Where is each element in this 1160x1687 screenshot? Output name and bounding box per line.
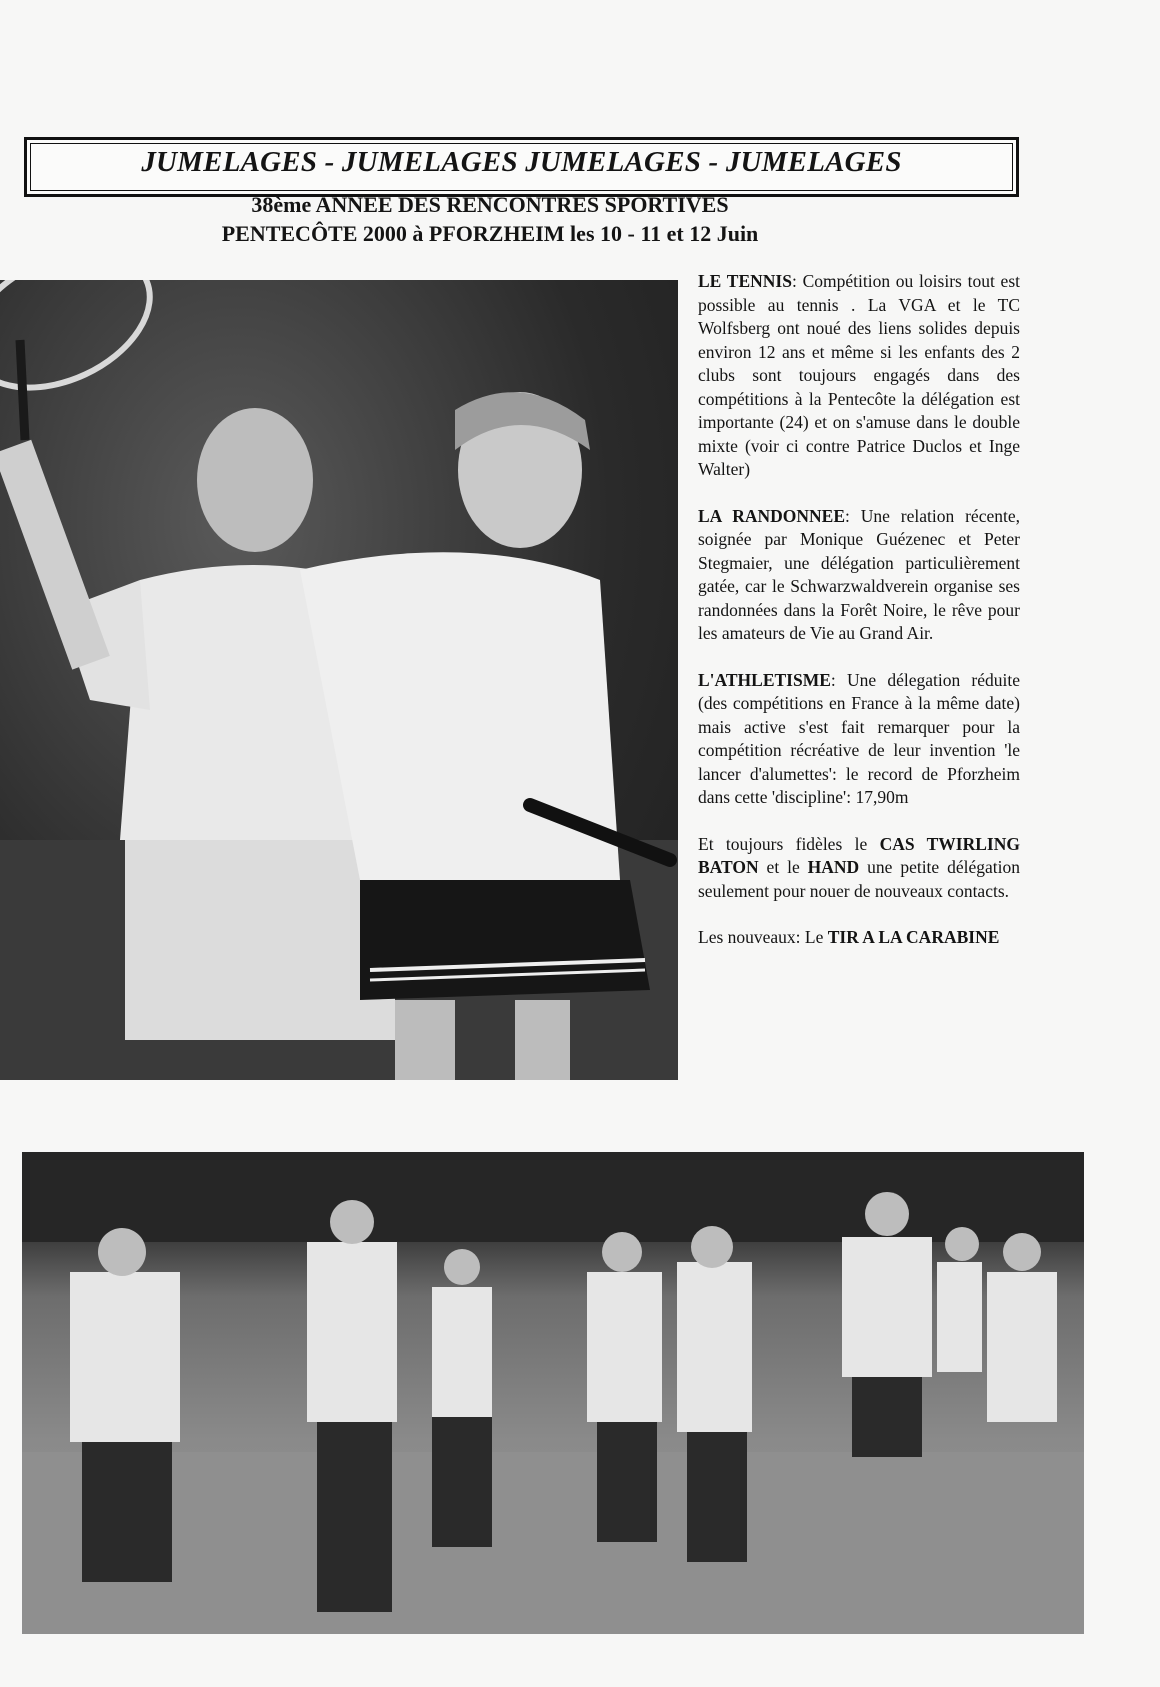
tennis-photo bbox=[0, 280, 678, 1080]
article-column bbox=[698, 270, 1020, 973]
paragraph-fideles bbox=[698, 833, 1020, 904]
subtitle-line-2: PENTECÔTE 2000 à PFORZHEIM les 10 - 11 et 12 Juin bbox=[221, 221, 759, 246]
text-fideles-1: Et toujours fidèles le bbox=[698, 833, 880, 854]
heading-randonnee: LA RANDONNEE bbox=[698, 505, 846, 526]
text-athletisme: : Une délegation réduite (des compétitions en France à la même date) mais active s'est fait remarquer pour la compétition récréative de leur invention 'le lancer d'alumettes': le record de Pforzheim dans cette 'discipline': 17,90m bbox=[698, 669, 1020, 807]
tennis-photo-illustration bbox=[0, 280, 678, 1080]
bold-cas-twirling: CAS TWIRLING BATON bbox=[698, 833, 1020, 877]
text-randonnee: : Une relation récente, soignée par Monique Guézenec et Peter Stegmaier, une délégation particulièrement gatée, car le Schwarzwaldverein organise ses randonnées dans la Forêt Noire, le rêve pour les amateurs de Vie au Grand Air. bbox=[698, 505, 1020, 643]
subtitle-line-1: 38ème ANNEE DES RENCONTRES SPORTIVES bbox=[251, 192, 729, 217]
text-fideles-2: et le bbox=[758, 857, 808, 877]
bold-hand: HAND bbox=[807, 857, 860, 877]
paragraph-randonnee bbox=[698, 505, 1020, 646]
hiking-group-photo bbox=[22, 1152, 1084, 1634]
header-banner bbox=[24, 137, 1019, 197]
text-tennis: : Compétition ou loisirs tout est possible au tennis . La VGA et le TC Wolfsberg ont noué des liens solides depuis environ 12 ans et même si les enfants des 2 clubs sont toujours engagés dans des compétitions à la Pentecôte la délégation est importante (24) et on s'amuse dans le double mixte (voir ci contre Patrice Duclos et Inge Walter) bbox=[698, 271, 1021, 479]
paragraph-athletisme bbox=[698, 669, 1020, 810]
heading-tennis: LE TENNIS bbox=[698, 271, 792, 291]
paragraph-tennis bbox=[698, 270, 1020, 482]
banner-title: JUMELAGES - JUMELAGES JUMELAGES - JUMELAGES bbox=[141, 146, 902, 178]
hiking-photo-illustration bbox=[22, 1152, 1084, 1634]
bold-tir-carabine: TIR A LA CARABINE bbox=[827, 927, 1000, 947]
paragraph-nouveaux bbox=[698, 926, 1020, 950]
text-nouveaux: Les nouveaux: Le bbox=[698, 927, 828, 947]
heading-athletisme: L'ATHLETISME bbox=[698, 669, 831, 690]
text-fideles-3: une petite délégation seulement pour nouer de nouveaux contacts. bbox=[698, 857, 1021, 901]
